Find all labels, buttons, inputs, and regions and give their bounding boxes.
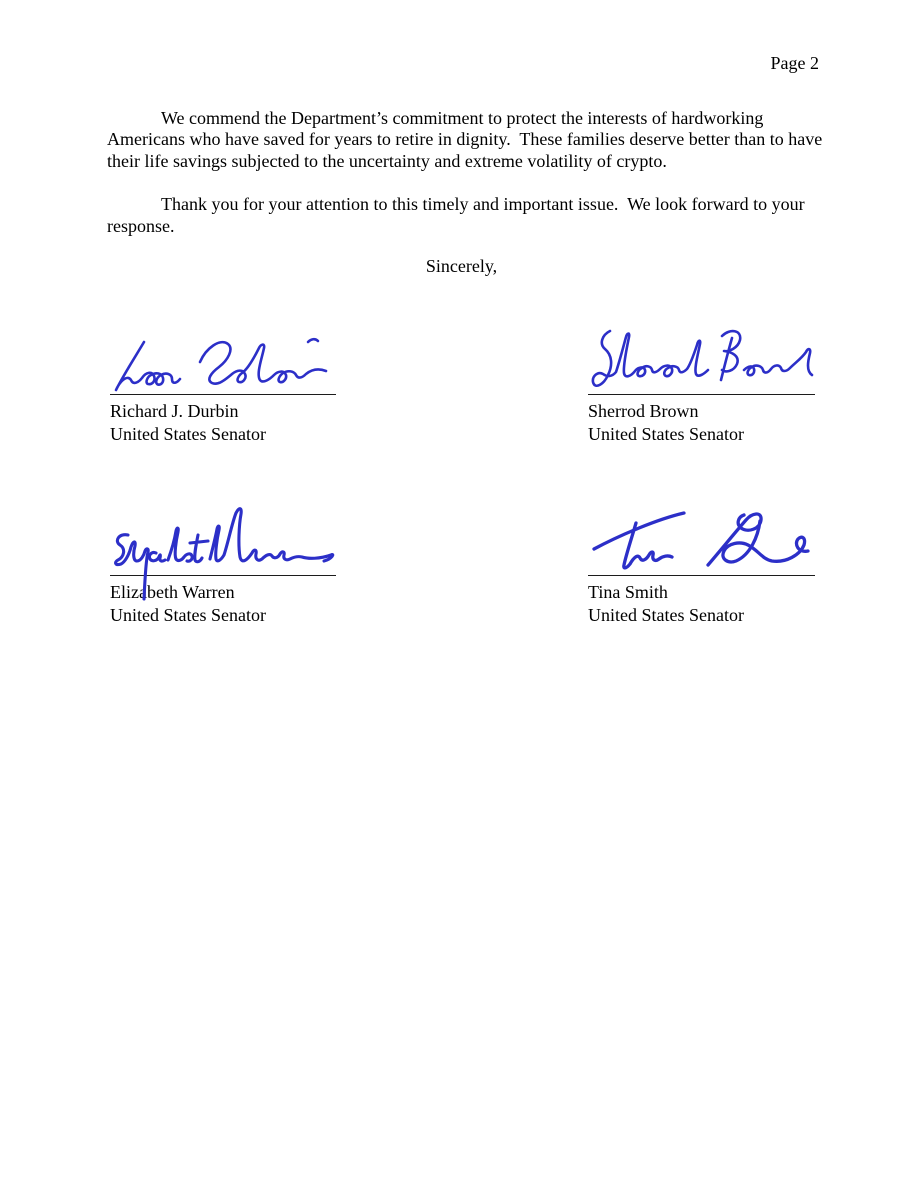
- smith-signature-image: [588, 505, 815, 575]
- letter-paragraph: We commend the Department’s commitment to protect the interests of hardworking Americans who have saved for years to retire in dignity. These families deserve better than to have their life savings subjected to the uncertainty and extreme volatility of crypto.: [107, 108, 827, 171]
- closing-salutation: Sincerely,: [425, 256, 498, 276]
- signature-line: [588, 575, 815, 576]
- signature-block-warren: [110, 505, 336, 627]
- signer-title: United States Senator: [588, 424, 744, 444]
- smith-signature-ink: [594, 513, 808, 568]
- page-number: Page 2: [770, 53, 819, 73]
- brown-signature-ink: [593, 331, 812, 386]
- signature-line: [110, 394, 336, 395]
- signer-title: United States Senator: [110, 424, 266, 444]
- durbin-signature-ink: [116, 339, 326, 390]
- brown-signature-image: [588, 326, 815, 394]
- signer-name: Tina Smith: [588, 582, 668, 602]
- warren-signature-image: [110, 505, 336, 605]
- signature-block-durbin: [110, 326, 336, 446]
- signer-name: Richard J. Durbin: [110, 401, 239, 421]
- warren-signature-ink: [116, 509, 333, 599]
- signer-name: Sherrod Brown: [588, 401, 699, 421]
- durbin-signature-image: [110, 326, 336, 394]
- letter-body: [107, 108, 827, 259]
- signature-block-brown: [588, 326, 815, 446]
- signer-title: United States Senator: [588, 605, 744, 625]
- signer-title: United States Senator: [110, 605, 266, 625]
- signature-line: [588, 394, 815, 395]
- letter-paragraph: Thank you for your attention to this timely and important issue. We look forward to your response.: [107, 194, 810, 236]
- signer-name: Elizabeth Warren: [110, 582, 235, 602]
- signature-block-smith: [588, 505, 815, 627]
